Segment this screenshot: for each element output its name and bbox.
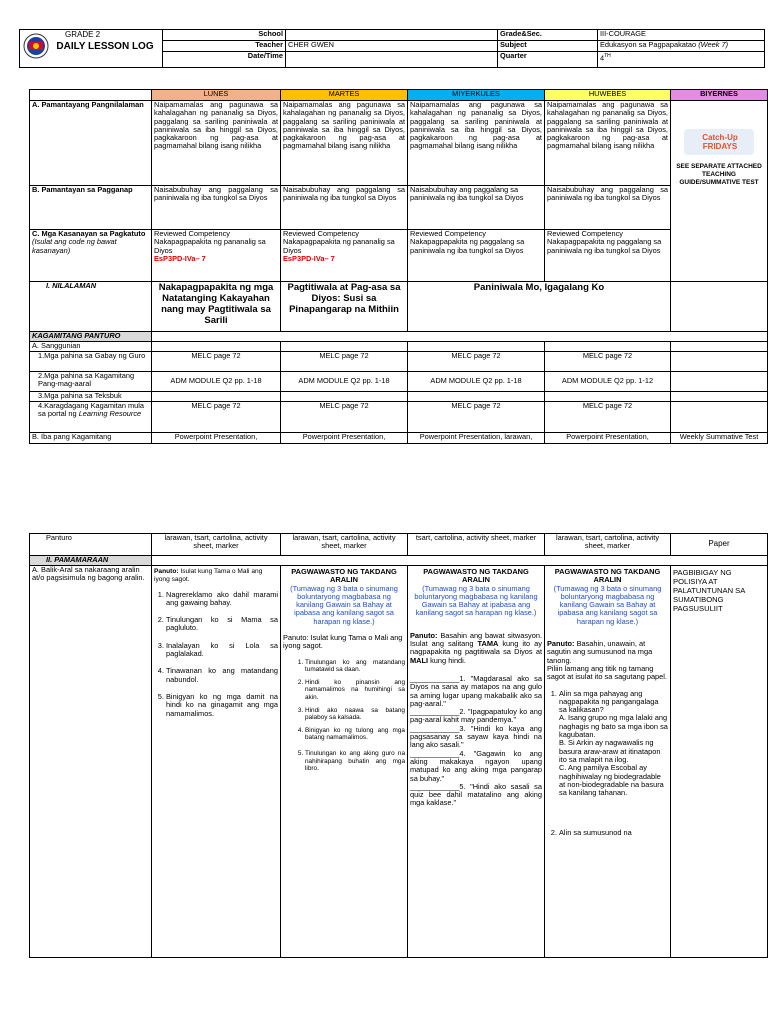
school-label: School bbox=[163, 30, 286, 41]
competency-tue: Reviewed Competency Nakapagpapakita ng pananalig sa Diyos EsP3PD-IVa– 7 bbox=[281, 230, 408, 282]
lr-thu: MELC page 72 bbox=[545, 402, 671, 433]
header-table bbox=[19, 29, 765, 68]
review-tue-item: 2. Hindi ko pinansin ang namamalimos na humihingi sa akin. bbox=[305, 679, 405, 702]
review-wed-item: ____________2. "Ipagpapatuloy ko ang pag-aaral kahit may pandemya." bbox=[410, 707, 542, 725]
review-tue-item: 4. Binigyan ko ng tulong ang mga batang namamalimos. bbox=[305, 727, 405, 742]
row-label-iba-pang-kagamitan: B. Iba pang Kagamitang bbox=[30, 433, 152, 444]
mag-mon: ADM MODULE Q2 pp. 1-18 bbox=[152, 372, 281, 392]
iba-mon: Powerpoint Presentation, bbox=[152, 433, 281, 444]
iba-tue: Powerpoint Presentation, bbox=[281, 433, 408, 444]
review-wed-item: ____________3. "Hindi ko kaya ang pagsasanay sa sayaw kaya hindi na lang ako sasali." bbox=[410, 723, 542, 750]
review-tue-item: 3. Hindi ako naawa sa batang palaboy sa kalsada. bbox=[305, 707, 405, 722]
row-label-nilalaman: I. NILALAMAN bbox=[30, 282, 152, 332]
review-mon-item: 2. Tinulungan ko si Mama sa pagluluto. bbox=[166, 616, 278, 633]
deped-seal-icon bbox=[23, 33, 49, 59]
lesson-table-continued bbox=[29, 533, 768, 958]
day-header-martes: MARTES bbox=[281, 90, 408, 101]
row-label-sanggunian: A. Sanggunian bbox=[30, 342, 152, 352]
content-standard-tue: Naipamamalas ang pagunawa sa kahalagahan ng pananalig sa Diyos, paggalang sa sariling paniniwala at paniniwala sa iba hinggil sa Diyos, pagkakaroon ng pag-asa at pagmamahal bilang isang nilikha bbox=[281, 101, 408, 186]
review-tue: PAGWAWASTO NG TAKDANG ARALIN (Tumawag ng 3 bata o sinumang boluntaryong magbabasa ng kanilang Gawain sa Bahay at ipabasa ang kanilang sagot sa harapan ng klase.) Panuto: Isulat kung Tama o Mali ang iyong sagot. 1. Tinulungan ko ang matandang tumatawid sa daan. 2. Hindi ko pinansin ang namamalimos na humihingi sa akin. 3. Hindi ako naawa sa batang palaboy sa kalsada. 4. Binigyan ko ng tulong ang mga batang namamalimos. 5. Tinulungan ko ang aking guro na nahihirapang buhatin ang mga libro. bbox=[281, 566, 408, 958]
review-mon-item: 4. Tinawanan ko ang matandang nabundol. bbox=[166, 667, 278, 684]
materials-wed: tsart, cartolina, activity sheet, marker bbox=[408, 534, 545, 556]
review-mon-item: 1. Nagrereklamo ako dahil marami ang gawaing bahay. bbox=[166, 591, 278, 608]
review-mon: Panuto: Isulat kung Tama o Mali ang iyong sagot. 1. Nagrereklamo ako dahil marami ang gawaing bahay. 2. Tinulungan ko si Mama sa pagluluto. 3. Inalalayan ko si Lola sa paglalakad. 4. Tinawanan ko ang matandang nabundol. 5. Binigyan ko ng mga damit na hindi ko na ginagamit ang mga namamalimos. bbox=[152, 566, 281, 958]
review-wed-item: ____________4. "Gagawin ko ang aking makakaya ngayon upang matupad ko ang aking mga pangarap sa buhay." bbox=[410, 748, 542, 783]
content-standard-mon: Naipamamalas ang pagunawa sa kahalagahan ng pananalig sa Diyos, paggalang sa sariling paniniwala at paniniwala sa iba hinggil sa Diyos, pagkakaroon ng pag-asa at pagmamahal bilang isang nilikha bbox=[152, 101, 281, 186]
row-label-panturo: Panturo bbox=[30, 534, 152, 556]
quarter-value: 4TH bbox=[598, 52, 765, 68]
mag-thu: ADM MODULE Q2 pp. 1-12 bbox=[545, 372, 671, 392]
day-header-huwebes: HUWEBES bbox=[545, 90, 671, 101]
catch-up-fridays-logo: Catch-Up FRIDAYS bbox=[684, 129, 754, 155]
review-fri: PAGBIBIGAY NG POLISIYA AT PALATUNTUNAN SA SUMATIBONG PAGSUSULIIT bbox=[671, 566, 768, 958]
performance-standard-tue: Naisabubuhay ang paggalang sa paniniwala ng iba tungkol sa Diyos bbox=[281, 186, 408, 230]
review-mon-item: 5. Binigyan ko ng mga damit na hindi ko na ginagamit ang mga namamalimos. bbox=[166, 693, 278, 718]
takdang-aralin-note: (Tumawag ng 3 bata o sinumang boluntaryong magbabasa ng kanilang Gawain sa Bahay at ipabasa ang kanilang sagot sa harapan ng klase.) bbox=[290, 583, 398, 626]
materials-tue: larawan, tsart, cartolina, activity sheet, marker bbox=[281, 534, 408, 556]
review-wed-item: ____________1. "Magdarasal ako sa Diyos na sana ay matapos na ang gulo sa aming lugar upang makabalik ako sa pag-aaral." bbox=[410, 673, 542, 708]
date-label: Date/Time bbox=[163, 52, 286, 68]
grade-sec-label: Grade&Sec. bbox=[498, 30, 598, 41]
review-thu-question: 2. Alin sa sumusunod na bbox=[559, 829, 668, 837]
iba-wed: Powerpoint Presentation, larawan, bbox=[408, 433, 545, 444]
lr-mon: MELC page 72 bbox=[152, 402, 281, 433]
review-tue-item: 5. Tinulungan ko ang aking guro na nahihirapang buhatin ang mga libro. bbox=[305, 750, 405, 773]
review-wed: PAGWAWASTO NG TAKDANG ARALIN (Tumawag ng 3 bata o sinumang boluntaryong magbabasa ng kanilang Gawain sa Bahay at ipabasa ang kanilang sagot sa harapan ng klase.) Panuto: Basahin ang bawat sitwasyon. Isulat ang salitang TAMA kung ito ay nagpapakita ng pagtitiwala sa Diyos at MALI kung hindi. ____________1. "Magdarasal ako sa Diyos na sana ay matapos na ang gulo sa aming lugar upang makabalik ako sa pag-aaral." ____________2. "Ipagpapatuloy ko ang pag-aaral kahit may pandemya." ____________3. "Hindi ko kaya ang pagsasanay sa sayaw kaya hindi na lang ako sasali." ____________4. "Gagawin ko ang aking makakaya ngayon upang matupad ko ang aking mga pangarap sa buhay." ____________5. "Hindi ako sasali sa quiz bee dahil matatalino ang aking mga kaklase." bbox=[408, 566, 545, 958]
content-standard-thu: Naipamamalas ang pagunawa sa kahalagahan ng pananalig sa Diyos, paggalang sa sariling paniniwala at paniniwala sa iba hinggil sa Diyos, pagkakaroon ng pag-asa at pagmamahal bilang isang nilikha bbox=[545, 101, 671, 186]
quarter-label: Quarter bbox=[498, 52, 598, 68]
competency-wed: Reviewed Competency Nakapagpapakita ng paggalang sa paniniwala ng iba tungkol sa Diyos bbox=[408, 230, 545, 282]
day-header-lunes: LUNES bbox=[152, 90, 281, 101]
row-label-pamantayang-pangnilalaman: A. Pamantayang Pangnilalaman bbox=[30, 101, 152, 186]
competency-thu: Reviewed Competency Nakapagpapakita ng paggalang sa paniniwala ng iba tungkol sa Diyos bbox=[545, 230, 671, 282]
takdang-aralin-title: PAGWAWASTO NG TAKDANG ARALIN bbox=[291, 567, 397, 585]
mag-wed: ADM MODULE Q2 pp. 1-18 bbox=[408, 372, 545, 392]
grade-label: GRADE 2 bbox=[65, 30, 101, 39]
friday-note: SEE SEPARATE ATTACHED TEACHING GUIDE/SUMMATIVE TEST bbox=[676, 163, 762, 186]
review-wed-item: ____________5. "Hindi ako sasali sa quiz bee dahil matatalino ang aking mga kaklase." bbox=[410, 781, 542, 808]
lr-tue: MELC page 72 bbox=[281, 402, 408, 433]
review-thu-question: 1. Alin sa mga pahayag ang nagpapakita ng pangangalaga sa kalikasan? A. Isang grupo ng mga lalaki ang naghagis ng bato sa mga ibon sa kagubatan. B. Si Arkin ay nagwawalis ng basura araw-araw at itinatapon ito sa malapit na ilog. C. Ang pamilya Escobal ay naghihiwalay ng biodegradable at non-biodegradable na basura sa kanilang tahanan. bbox=[559, 690, 668, 798]
guro-mon: MELC page 72 bbox=[152, 352, 281, 372]
content-wed-thu: Paniniwala Mo, Igagalang Ko bbox=[408, 282, 671, 332]
materials-thu: larawan, tsart, cartolina, activity sheet, marker bbox=[545, 534, 671, 556]
review-tue-item: 1. Tinulungan ko ang matandang tumatawid sa daan. bbox=[305, 659, 405, 674]
materials-mon: larawan, tsart, cartolina, activity sheet, marker bbox=[152, 534, 281, 556]
performance-standard-wed: Naisabubuhay ang paggalang sa paniniwala ng iba tungkol sa Diyos bbox=[408, 186, 545, 230]
review-mon-item: 3. Inalalayan ko si Lola sa paglalakad. bbox=[166, 642, 278, 659]
friday-catchup-cell bbox=[671, 101, 768, 282]
lesson-table bbox=[29, 89, 768, 444]
teacher-value: CHER GWEN bbox=[286, 41, 498, 52]
date-value bbox=[286, 52, 498, 68]
subject-value: Edukasyon sa Pagpapakatao (Week 7) bbox=[598, 41, 765, 52]
review-thu: PAGWAWASTO NG TAKDANG ARALIN (Tumawag ng 3 bata o sinumang boluntaryong magbabasa ng kanilang Gawain sa Bahay at ipabasa ang kanilang sagot sa harapan ng klase.) Panuto: Basahin, unawain, at sagutin ang sumusunod na mga tanong. Piliin lamang ang titik ng tamang sagot at isulat ito sa sagutang papel. 1. Alin sa mga pahayag ang nagpapakita ng pangangalaga sa kalikasan? A. Isang grupo ng mga lalaki ang naghagis ng bato sa mga ibon sa kagubatan. B. Si Arkin ay nagwawalis ng basura araw-araw at itinatapon ito sa malapit na ilog. C. Ang pamilya Escobal ay naghihiwalay ng biodegradable at non-biodegradable na basura sa kanilang tahanan. 2. Alin sa sumusunod na bbox=[545, 566, 671, 958]
guro-thu: MELC page 72 bbox=[545, 352, 671, 372]
dll-title: DAILY LESSON LOG bbox=[56, 41, 154, 52]
guro-tue: MELC page 72 bbox=[281, 352, 408, 372]
materials-fri: Paper bbox=[671, 534, 768, 556]
row-label-kasanayan: C. Mga Kasanayan sa Pagkatuto (Isulat ang code ng bawat kasanayan) bbox=[30, 230, 152, 282]
row-label-learning-resource: 4.Karagdagang Kagamitan mula sa portal ng Learning Resource bbox=[30, 402, 152, 433]
row-label-gabay-guro: 1.Mga pahina sa Gabay ng Guro bbox=[30, 352, 152, 372]
iba-thu: Powerpoint Presentation, bbox=[545, 433, 671, 444]
competency-mon: Reviewed Competency Nakapagpapakita ng pananalig sa Diyos EsP3PD-IVa– 7 bbox=[152, 230, 281, 282]
content-mon: Nakapagpapakita ng mga Natatanging Kakayahan nang may Pagtitiwala sa Sarili bbox=[152, 282, 281, 332]
iba-fri: Weekly Summative Test bbox=[671, 433, 768, 444]
mag-tue: ADM MODULE Q2 pp. 1-18 bbox=[281, 372, 408, 392]
content-standard-wed: Naipamamalas ang pagunawa sa kahalagahan ng pananalig sa Diyos, paggalang sa sariling paniniwala at paniniwala sa iba hinggil sa Diyos, pagkakaroon ng pag-asa at pagmamahal bilang isang nilikha bbox=[408, 101, 545, 186]
row-label-teksbuk: 3.Mga pahina sa Teksbuk bbox=[30, 392, 152, 402]
row-label-pang-mag-aaral: 2.Mga pahina sa Kagamitang Pang-mag-aaral bbox=[30, 372, 152, 392]
grade-sec-value: III-COURAGE bbox=[598, 30, 765, 41]
content-tue: Pagtitiwala at Pag-asa sa Diyos: Susi sa Pinapangarap na Mithiin bbox=[281, 282, 408, 332]
row-label-pamantayan-pagganap: B. Pamantayan sa Pagganap bbox=[30, 186, 152, 230]
day-header-biyernes: BIYERNES bbox=[671, 90, 768, 101]
row-label-pamamaraan: II. PAMAMARAAN bbox=[30, 556, 152, 566]
day-header-miyerkules: MIYERKULES bbox=[408, 90, 545, 101]
row-label-kagamitang-panturo: KAGAMITANG PANTURO bbox=[30, 332, 152, 342]
school-value bbox=[286, 30, 498, 41]
deped-logo-cell bbox=[20, 30, 163, 68]
performance-standard-thu: Naisabubuhay ang paggalang sa paniniwala ng iba tungkol sa Diyos bbox=[545, 186, 671, 230]
lr-wed: MELC page 72 bbox=[408, 402, 545, 433]
teacher-label: Teacher bbox=[163, 41, 286, 52]
guro-wed: MELC page 72 bbox=[408, 352, 545, 372]
row-label-balik-aral: A. Balik-Aral sa nakaraang aralin at/o pagsisimula ng bagong aralin. bbox=[30, 566, 152, 958]
performance-standard-mon: Naisabubuhay ang paggalang sa paniniwala ng iba tungkol sa Diyos bbox=[152, 186, 281, 230]
subject-label: Subject bbox=[498, 41, 598, 52]
